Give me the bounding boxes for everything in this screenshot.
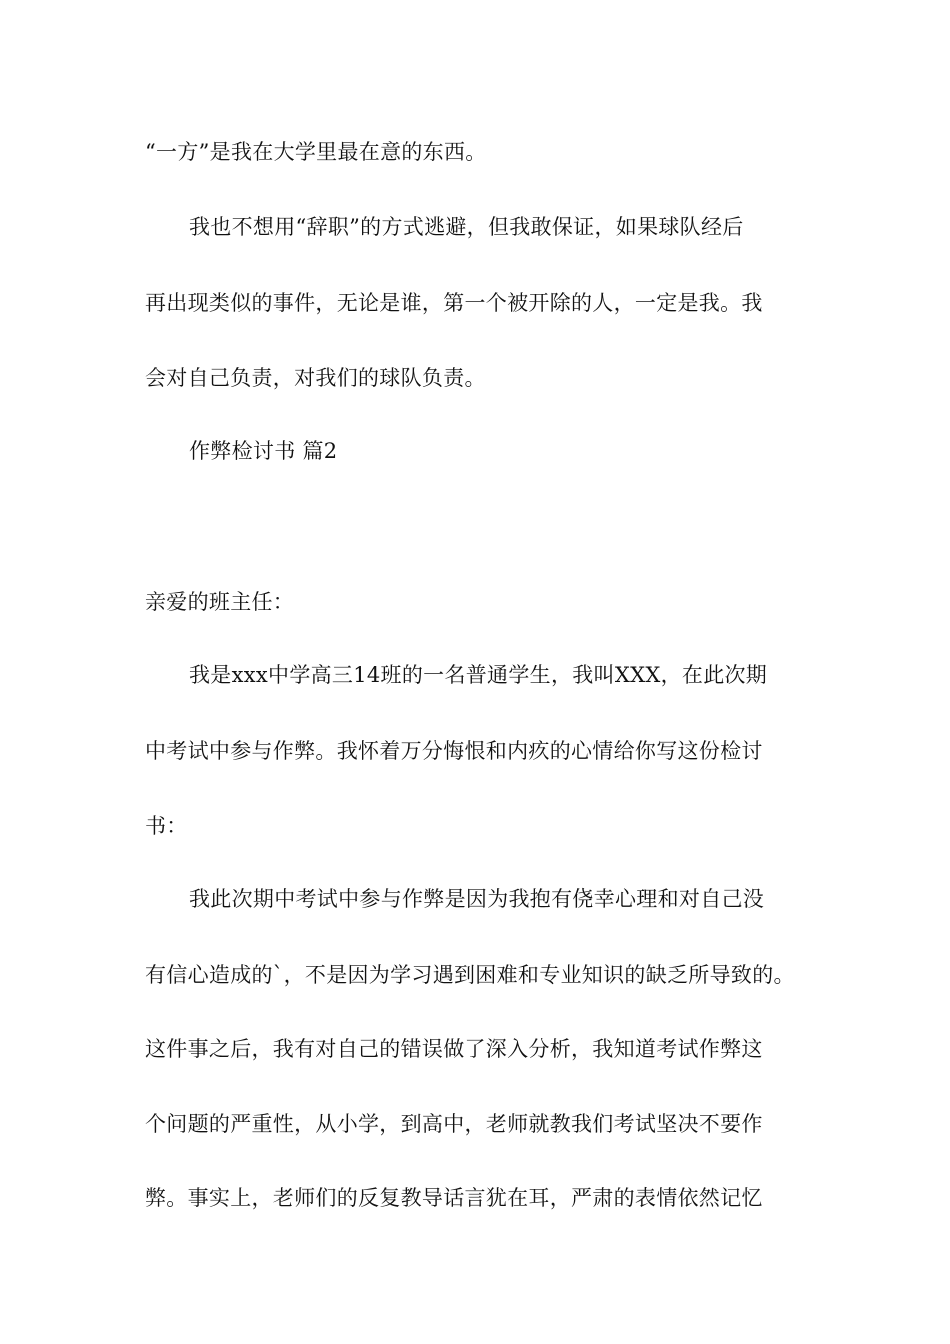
text-line-14: 弊。事实上，老师们的反复教导话言犹在耳，严肃的表情依然记忆	[145, 1186, 763, 1210]
text-line-9: 书：	[145, 814, 188, 838]
text-line-13: 个问题的严重性，从小学，到高中，老师就教我们考试坚决不要作	[145, 1112, 763, 1136]
text-line-7: 我是xxx中学高三14班的一名普通学生，我叫XXX，在此次期	[189, 663, 768, 687]
text-line-12: 这件事之后，我有对自己的错误做了深入分析，我知道考试作弊这	[145, 1037, 763, 1061]
text-line-1: “一方”是我在大学里最在意的东西。	[145, 140, 487, 164]
text-line-11: 有信心造成的`，不是因为学习遇到困难和专业知识的缺乏所导致的。	[145, 963, 795, 987]
text-line-3: 再出现类似的事件，无论是谁，第一个被开除的人，一定是我。我	[145, 291, 763, 315]
text-line-4: 会对自己负责，对我们的球队负责。	[145, 366, 486, 390]
text-line-8: 中考试中参与作弊。我怀着万分悔恨和内疚的心情给你写这份检讨	[145, 739, 763, 763]
text-line-2: 我也不想用“辞职”的方式逃避，但我敢保证，如果球队经后	[189, 215, 744, 239]
section-heading: 作弊检讨书 篇2	[189, 439, 338, 463]
salutation: 亲爱的班主任：	[145, 590, 295, 614]
text-line-10: 我此次期中考试中参与作弊是因为我抱有侥幸心理和对自己没	[189, 887, 765, 911]
